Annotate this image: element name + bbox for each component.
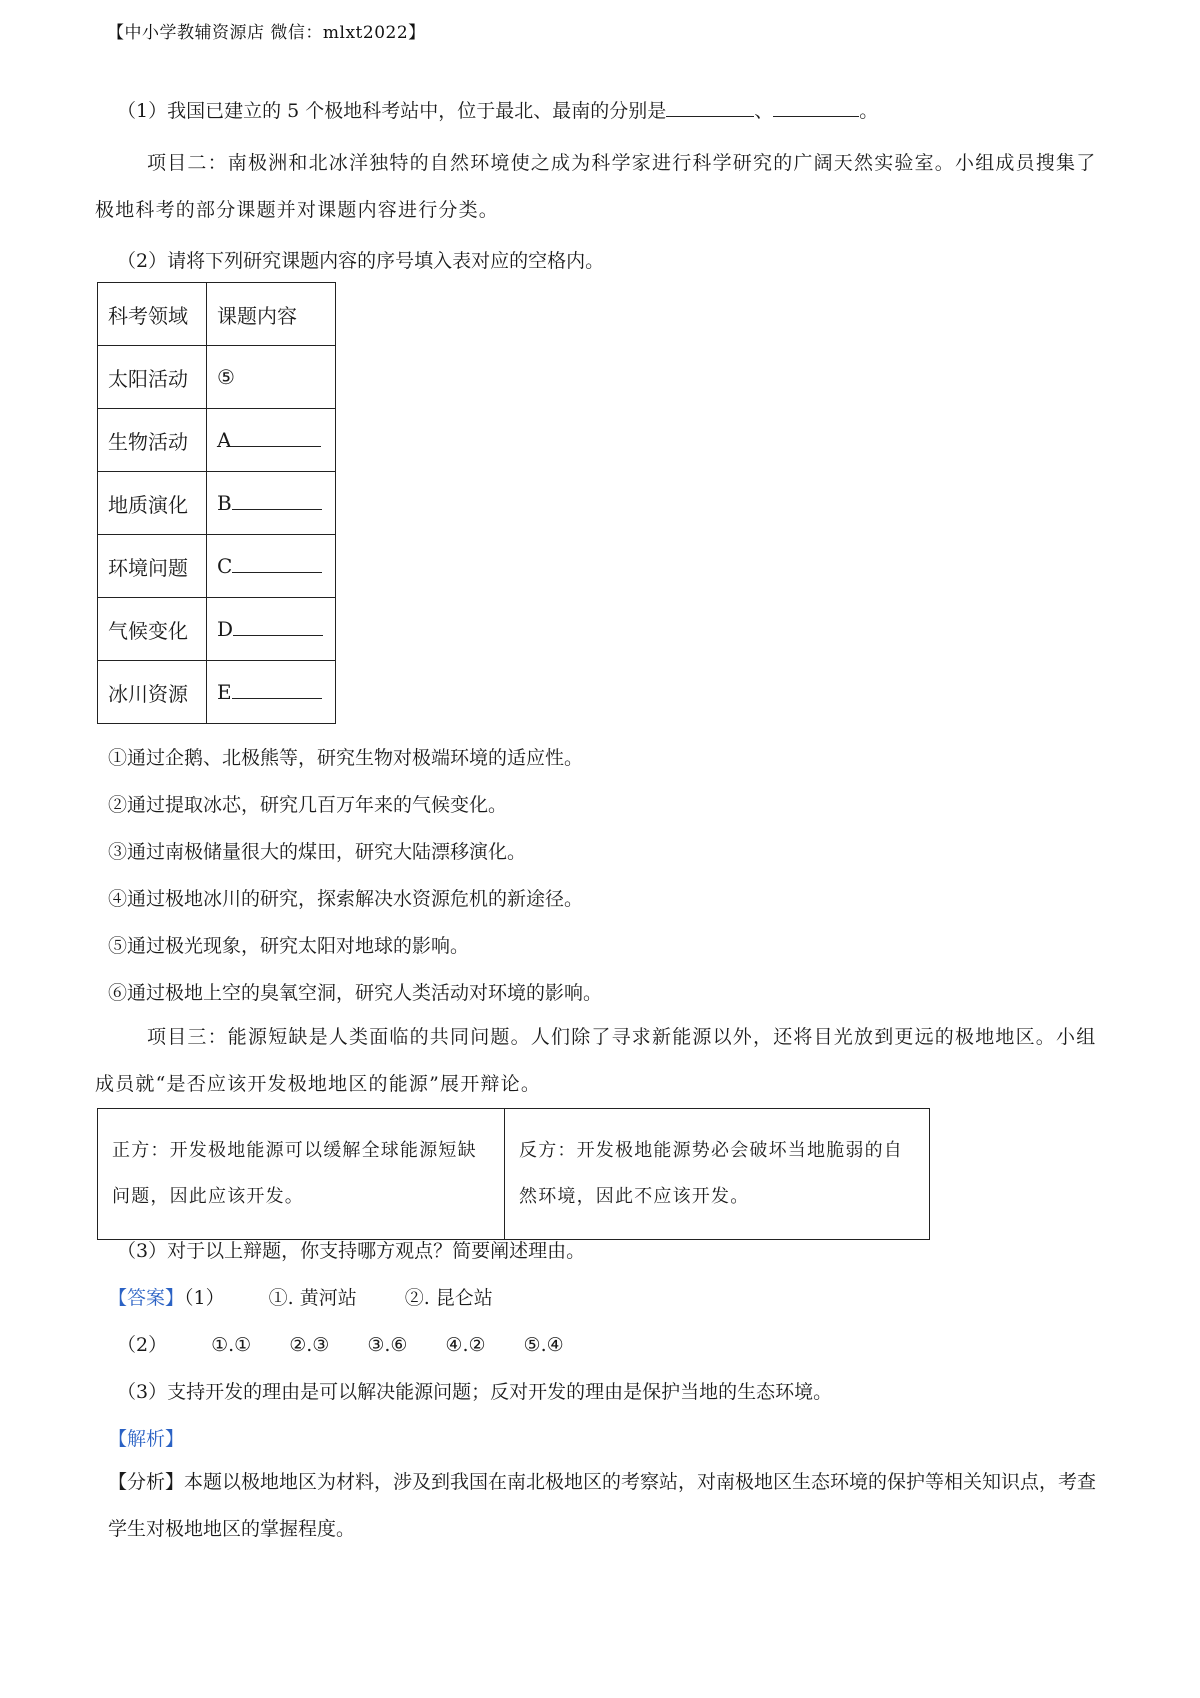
table-row [98,472,336,535]
table-cell-content [207,535,336,598]
topic-item: ⑤通过极光现象，研究太阳对地球的影响。 [108,935,470,957]
fill-blank [233,619,323,636]
blank-letter: A [217,428,232,452]
table-cell-content [207,598,336,661]
answer-blank-1 [666,100,754,117]
answer-label: 【答案】 [108,1287,185,1309]
question-1-end: 。 [859,100,879,122]
table-header-row [98,283,336,346]
table-row [98,598,336,661]
table-header-content: 课题内容 [207,283,336,346]
fill-blank [231,430,321,447]
blank-letter: C [217,554,233,578]
debate-con: 反方：开发极地能源势必会破坏当地脆弱的自然环境，因此不应该开发。 [505,1109,930,1240]
answer-option: ②.③ [289,1334,330,1356]
page-header: 【中小学教辅资源店 微信：mlxt2022】 [107,23,426,43]
question-2: （2）请将下列研究课题内容的序号填入表对应的空格内。 [117,250,605,272]
question-3: （3）对于以上辩题，你支持哪方观点？简要阐述理由。 [117,1240,586,1262]
topic-item: ④通过极地冰川的研究，探索解决水资源危机的新途径。 [108,888,584,910]
question-1-text: （1）我国已建立的 5 个极地科考站中，位于最北、最南的分别是 [117,100,667,122]
blank-letter: E [217,680,232,704]
debate-pro: 正方：开发极地能源可以缓解全球能源短缺问题，因此应该开发。 [98,1109,505,1240]
answer-1-prefix: （1） [184,1287,225,1309]
table-cell-content [207,409,336,472]
table-cell-content: ⑤ [207,346,336,409]
table-cell-field: 地质演化 [98,472,207,535]
table-row [98,346,336,409]
answer-row-1 [108,1283,493,1310]
table-cell-content [207,661,336,724]
answer-row-2 [117,1330,564,1357]
answer-blank-2 [773,100,859,117]
fill-blank [232,493,322,510]
table-cell-field: 太阳活动 [98,346,207,409]
blank-letter: D [217,617,234,641]
table-row [98,661,336,724]
table-cell-field: 气候变化 [98,598,207,661]
project-3-paragraph: 项目三：能源短缺是人类面临的共同问题。人们除了寻求新能源以外，还将目光放到更远的极地地区。小组成员就“是否应该开发极地地区的能源”展开辩论。 [95,1026,1097,1095]
answer-option: ①.① [211,1334,252,1356]
fenxi-label: 【分析】 [108,1471,185,1493]
topic-item: ①通过企鹅、北极熊等，研究生物对极端环境的适应性。 [108,747,584,769]
question-1 [117,96,878,123]
table-cell-field: 冰川资源 [98,661,207,724]
answer-row-3: （3）支持开发的理由是可以解决能源问题；反对开发的理由是保护当地的生态环境。 [117,1381,833,1403]
research-topics-table [97,282,336,724]
debate-row [98,1109,930,1240]
fenxi-text: 本题以极地地区为材料，涉及到我国在南北极地区的考察站，对南极地区生态环境的保护等相关知识点，考查学生对极地地区的掌握程度。 [108,1471,1097,1540]
topic-item: ②通过提取冰芯，研究几百万年来的气候变化。 [108,794,508,816]
table-row [98,535,336,598]
answer-option: ②. 昆仑站 [404,1287,493,1309]
answer-option: ③.⑥ [367,1334,408,1356]
table-cell-field: 生物活动 [98,409,207,472]
fill-blank [232,556,322,573]
topic-item: ③通过南极储量很大的煤田，研究大陆漂移演化。 [108,841,527,863]
answer-option: ⑤.④ [523,1334,564,1356]
table-header-field: 科考领域 [98,283,207,346]
table-cell-field: 环境问题 [98,535,207,598]
table-cell-content [207,472,336,535]
debate-table [97,1108,930,1240]
answer-2-prefix: （2） [117,1334,168,1356]
topic-item: ⑥通过极地上空的臭氧空洞，研究人类活动对环境的影响。 [108,982,603,1004]
project-2-paragraph: 项目二：南极洲和北冰洋独特的自然环境使之成为科学家进行科学研究的广阔天然实验室。小组成员搜集了极地科考的部分课题并对课题内容进行分类。 [95,152,1097,221]
analysis-paragraph [108,1459,1108,1553]
answer-option: ①. 黄河站 [268,1287,357,1309]
question-1-separator: 、 [754,100,774,122]
fill-blank [232,682,322,699]
answer-option: ④.② [445,1334,486,1356]
blank-letter: B [217,491,232,515]
table-row [98,409,336,472]
analysis-label: 【解析】 [108,1428,185,1450]
